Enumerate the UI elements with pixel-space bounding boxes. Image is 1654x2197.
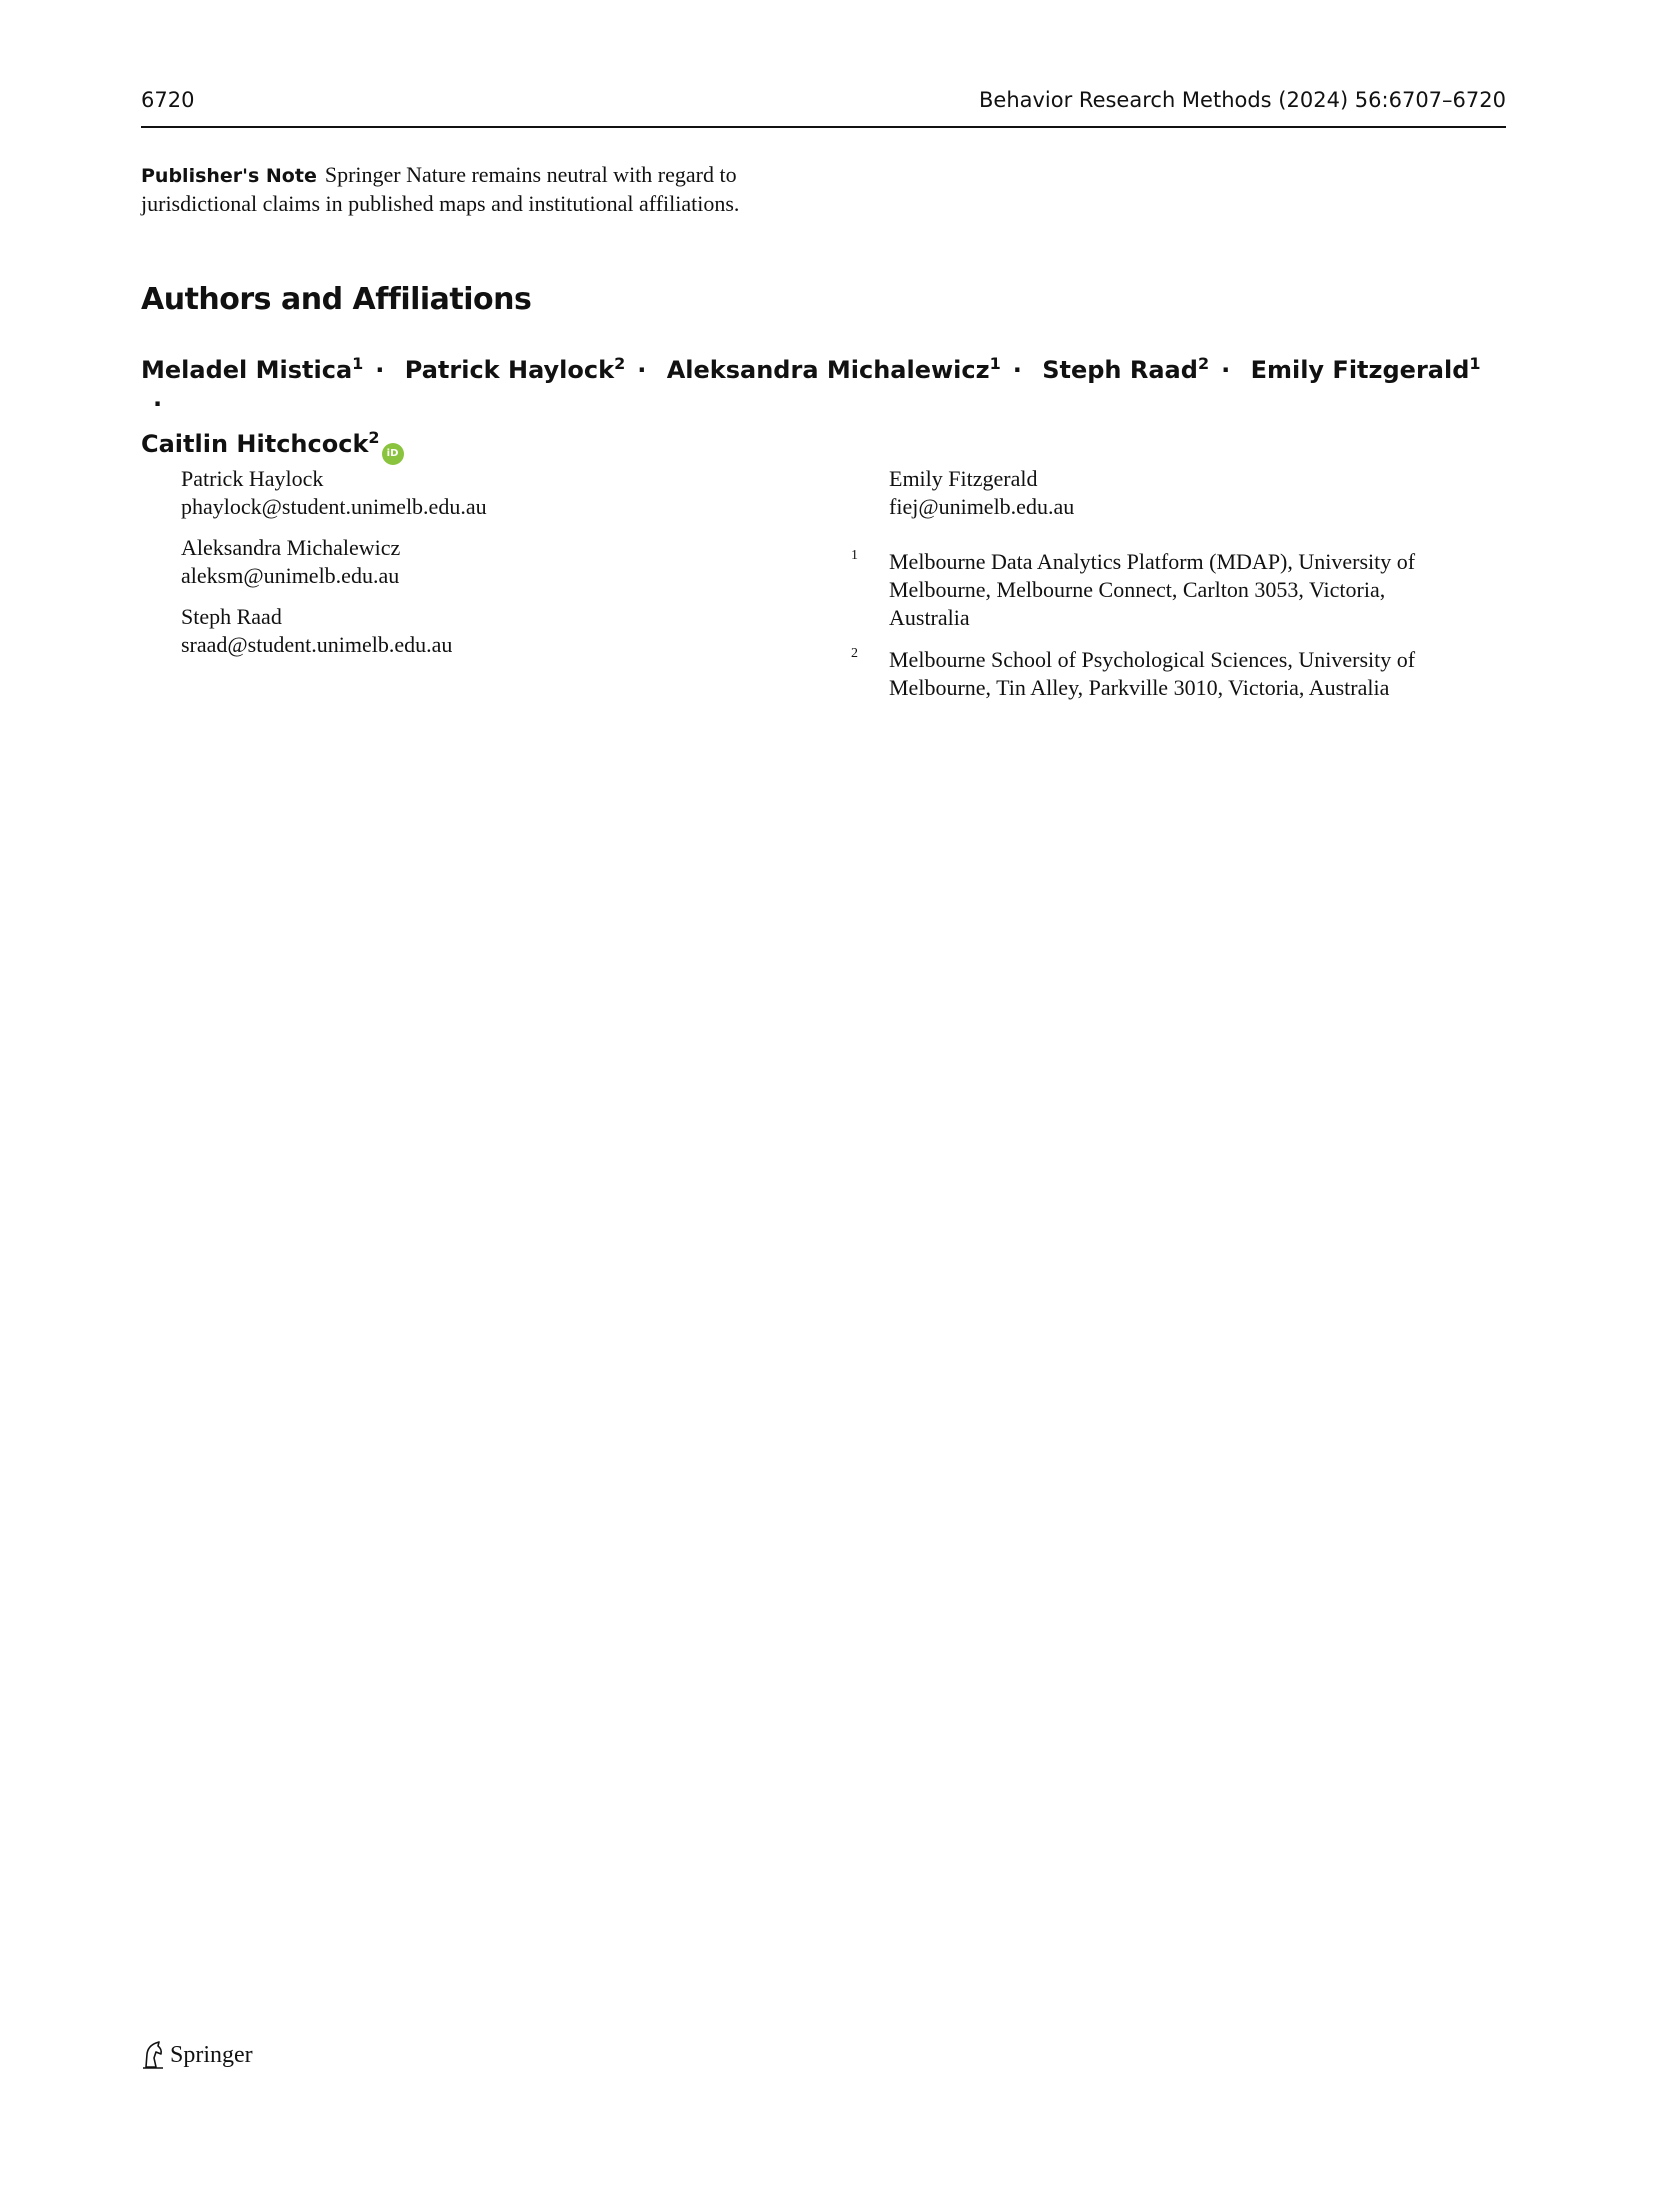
- author: Patrick Haylock$^2$: [404, 354, 626, 384]
- author-separator: ·: [375, 356, 385, 384]
- affiliation-number: 2: [851, 646, 858, 661]
- header-rule: [141, 126, 1506, 128]
- contact-entry: [181, 603, 741, 659]
- publishers-note-label: Publisher's Note: [141, 165, 317, 187]
- contact-name: Emily Fitzgerald: [889, 466, 1038, 491]
- contact-email[interactable]: sraad@student.unimelb.edu.au: [181, 632, 453, 657]
- author-separator: ·: [1012, 356, 1022, 384]
- contacts-right-column: [889, 465, 1469, 534]
- section-title: Authors and Affiliations: [141, 282, 532, 317]
- author-list: [141, 347, 1506, 465]
- contact-name: Steph Raad: [181, 604, 282, 629]
- contacts-left-column: [181, 465, 741, 672]
- affiliation-number: 1: [851, 548, 858, 563]
- contact-entry: [889, 465, 1469, 521]
- author: Steph Raad$^2$: [1042, 354, 1210, 384]
- contact-name: Patrick Haylock: [181, 466, 324, 491]
- author: Caitlin Hitchcock$^2$: [141, 428, 380, 458]
- orcid-icon[interactable]: iD: [382, 443, 404, 465]
- running-header: [141, 88, 1506, 118]
- author-separator: ·: [637, 356, 647, 384]
- springer-wordmark: Springer: [170, 2041, 253, 2068]
- contact-entry: [181, 534, 741, 590]
- contact-email[interactable]: fiej@unimelb.edu.au: [889, 494, 1075, 519]
- publishers-note: [141, 161, 821, 218]
- contact-email[interactable]: phaylock@student.unimelb.edu.au: [181, 494, 487, 519]
- springer-horse-icon: [141, 2040, 165, 2070]
- affiliation-text: Melbourne School of Psychological Sciences, University of Melbourne, Tin Alley, Parkville 3010, Victoria, Australia: [889, 647, 1416, 700]
- contact-entry: [181, 465, 741, 521]
- author: Meladel Mistica$^1$: [141, 354, 364, 384]
- author: Aleksandra Michalewicz$^1$: [666, 354, 1001, 384]
- page-number: 6720: [141, 88, 195, 112]
- journal-citation: Behavior Research Methods (2024) 56:6707–6720: [979, 88, 1506, 112]
- author-separator: ·: [153, 390, 163, 418]
- contact-name: Aleksandra Michalewicz: [181, 535, 401, 560]
- author: Emily Fitzgerald$^1$: [1250, 354, 1481, 384]
- affiliation-text: Melbourne Data Analytics Platform (MDAP), University of Melbourne, Melbourne Connect, Carlton 3053, Victoria, Australia: [889, 549, 1416, 630]
- publishers-note-text: Springer Nature remains neutral with regard to jurisdictional claims in published maps and institutional affiliations.: [141, 162, 740, 216]
- author-separator: ·: [1221, 356, 1231, 384]
- contact-email[interactable]: aleksm@unimelb.edu.au: [181, 563, 400, 588]
- springer-logo: [141, 2040, 253, 2070]
